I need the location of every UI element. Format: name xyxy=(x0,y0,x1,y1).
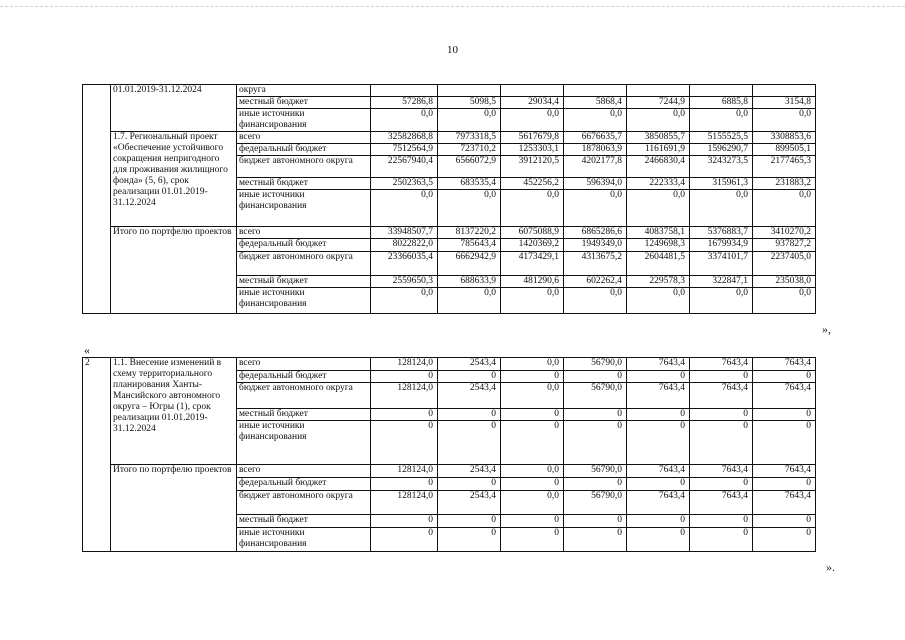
value-cell: 56790,0 xyxy=(564,465,627,478)
funding-source-cell: федеральный бюджет xyxy=(237,371,371,383)
value-cell: 7643,4 xyxy=(627,383,690,409)
value-cell: 0,0 xyxy=(690,190,753,227)
funding-source-cell: бюджет автономного округа xyxy=(237,491,371,515)
value-cell: 7973318,5 xyxy=(438,132,501,144)
value-cell: 3374101,7 xyxy=(690,252,753,276)
page-number: 10 xyxy=(447,44,458,56)
value-cell: 0 xyxy=(627,421,690,465)
closing-quote-2: ». xyxy=(826,560,835,574)
value-cell: 229578,3 xyxy=(627,276,690,288)
value-cell: 0,0 xyxy=(501,358,564,371)
value-cell: 0 xyxy=(371,371,438,383)
funding-source-cell: всего xyxy=(237,227,371,239)
funding-source-cell: местный бюджет xyxy=(237,515,371,528)
value-cell: 128124,0 xyxy=(371,465,438,478)
value-cell: 3850855,7 xyxy=(627,132,690,144)
value-cell: 0 xyxy=(690,515,753,528)
value-cell: 7643,4 xyxy=(753,491,816,515)
value-cell: 0,0 xyxy=(371,190,438,227)
value-cell: 5376883,7 xyxy=(690,227,753,239)
value-cell: 0 xyxy=(438,515,501,528)
value-cell: 0 xyxy=(371,528,438,552)
funding-source-cell: бюджет автономного округа xyxy=(237,383,371,409)
value-cell: 0 xyxy=(371,409,438,421)
value-cell: 0 xyxy=(501,371,564,383)
value-cell: 2543,4 xyxy=(438,383,501,409)
value-cell: 0,0 xyxy=(627,288,690,314)
value-cell: 0 xyxy=(371,421,438,465)
value-cell: 6885,8 xyxy=(690,97,753,109)
value-cell: 235038,0 xyxy=(753,276,816,288)
value-cell: 29034,4 xyxy=(501,97,564,109)
project-name-cell: 01.01.2019-31.12.2024 xyxy=(111,85,237,132)
value-cell: 7643,4 xyxy=(627,465,690,478)
value-cell: 7244,9 xyxy=(627,97,690,109)
value-cell: 0 xyxy=(753,421,816,465)
value-cell: 899505,1 xyxy=(753,144,816,156)
value-cell: 7643,4 xyxy=(690,358,753,371)
value-cell: 23366035,4 xyxy=(371,252,438,276)
value-cell: 33948507,7 xyxy=(371,227,438,239)
value-cell: 0,0 xyxy=(753,109,816,132)
value-cell: 0,0 xyxy=(627,190,690,227)
value-cell: 0 xyxy=(753,409,816,421)
value-cell xyxy=(627,85,690,97)
value-cell: 0 xyxy=(501,421,564,465)
value-cell: 1679934,9 xyxy=(690,239,753,252)
value-cell: 0,0 xyxy=(564,109,627,132)
value-cell: 0,0 xyxy=(501,491,564,515)
value-cell: 2543,4 xyxy=(438,358,501,371)
value-cell: 22567940,4 xyxy=(371,156,438,178)
value-cell: 0 xyxy=(627,409,690,421)
value-cell: 7643,4 xyxy=(690,465,753,478)
value-cell: 596394,0 xyxy=(564,178,627,190)
value-cell: 1253303,1 xyxy=(501,144,564,156)
value-cell xyxy=(690,85,753,97)
funding-source-cell: бюджет автономного округа xyxy=(237,156,371,178)
value-cell: 0 xyxy=(501,409,564,421)
value-cell: 128124,0 xyxy=(371,358,438,371)
value-cell: 0 xyxy=(627,528,690,552)
value-cell: 5098,5 xyxy=(438,97,501,109)
value-cell: 0 xyxy=(501,478,564,491)
value-cell: 1420369,2 xyxy=(501,239,564,252)
value-cell: 0 xyxy=(627,371,690,383)
value-cell: 2543,4 xyxy=(438,465,501,478)
funding-table-2 xyxy=(82,357,816,552)
funding-source-cell: иные источники финансирования xyxy=(237,190,371,227)
value-cell: 315961,3 xyxy=(690,178,753,190)
value-cell: 0 xyxy=(753,478,816,491)
value-cell: 128124,0 xyxy=(371,383,438,409)
value-cell: 0 xyxy=(371,515,438,528)
value-cell: 0,0 xyxy=(690,109,753,132)
value-cell: 322847,1 xyxy=(690,276,753,288)
project-name-cell: 1.1. Внесение изменений в схему территориального планирования Ханты-Мансийского автономного округа – Югры (1), срок реализации 01.01.2019-31.12.2024 xyxy=(111,358,237,465)
value-cell: 7643,4 xyxy=(627,358,690,371)
value-cell: 0,0 xyxy=(371,109,438,132)
value-cell: 0 xyxy=(371,478,438,491)
value-cell: 723710,2 xyxy=(438,144,501,156)
value-cell xyxy=(753,85,816,97)
value-cell: 0,0 xyxy=(564,190,627,227)
funding-source-cell: федеральный бюджет xyxy=(237,144,371,156)
value-cell: 3308853,6 xyxy=(753,132,816,144)
value-cell: 231883,2 xyxy=(753,178,816,190)
value-cell: 0 xyxy=(564,421,627,465)
value-cell: 1878063,9 xyxy=(564,144,627,156)
value-cell: 0 xyxy=(438,371,501,383)
value-cell: 2177465,3 xyxy=(753,156,816,178)
funding-table-1 xyxy=(82,84,816,314)
value-cell: 0 xyxy=(627,515,690,528)
value-cell: 937827,2 xyxy=(753,239,816,252)
value-cell: 128124,0 xyxy=(371,491,438,515)
value-cell: 0 xyxy=(564,371,627,383)
value-cell: 0 xyxy=(564,515,627,528)
value-cell: 2543,4 xyxy=(438,491,501,515)
value-cell: 0 xyxy=(438,421,501,465)
value-cell: 0 xyxy=(690,528,753,552)
value-cell: 7643,4 xyxy=(753,358,816,371)
value-cell: 8137220,2 xyxy=(438,227,501,239)
funding-source-cell: всего xyxy=(237,465,371,478)
value-cell: 0,0 xyxy=(501,383,564,409)
funding-source-cell: местный бюджет xyxy=(237,409,371,421)
table-row xyxy=(83,85,816,97)
table-row xyxy=(83,227,816,239)
value-cell: 0 xyxy=(627,478,690,491)
funding-source-cell: местный бюджет xyxy=(237,276,371,288)
value-cell: 452256,2 xyxy=(501,178,564,190)
value-cell: 1596290,7 xyxy=(690,144,753,156)
table-row xyxy=(83,358,816,371)
value-cell: 0 xyxy=(438,409,501,421)
value-cell: 0 xyxy=(753,528,816,552)
value-cell: 0 xyxy=(753,515,816,528)
value-cell: 3243273,5 xyxy=(690,156,753,178)
value-cell: 785643,4 xyxy=(438,239,501,252)
table-row xyxy=(83,132,816,144)
value-cell: 5617679,8 xyxy=(501,132,564,144)
value-cell: 0,0 xyxy=(501,465,564,478)
value-cell: 8022822,0 xyxy=(371,239,438,252)
value-cell: 0 xyxy=(438,478,501,491)
value-cell: 2559650,3 xyxy=(371,276,438,288)
value-cell: 7643,4 xyxy=(690,491,753,515)
value-cell: 3154,8 xyxy=(753,97,816,109)
value-cell: 56790,0 xyxy=(564,383,627,409)
value-cell: 2604481,5 xyxy=(627,252,690,276)
value-cell: 0,0 xyxy=(564,288,627,314)
value-cell: 1949349,0 xyxy=(564,239,627,252)
value-cell: 683535,4 xyxy=(438,178,501,190)
value-cell: 2502363,5 xyxy=(371,178,438,190)
value-cell: 602262,4 xyxy=(564,276,627,288)
value-cell: 7643,4 xyxy=(690,383,753,409)
closing-quote-1: », xyxy=(822,322,831,336)
value-cell: 4313675,2 xyxy=(564,252,627,276)
value-cell: 5155525,5 xyxy=(690,132,753,144)
value-cell: 3912120,5 xyxy=(501,156,564,178)
value-cell: 0,0 xyxy=(753,288,816,314)
value-cell: 0,0 xyxy=(690,288,753,314)
value-cell: 0 xyxy=(690,409,753,421)
funding-source-cell: иные источники финансирования xyxy=(237,528,371,552)
value-cell: 7643,4 xyxy=(753,383,816,409)
funding-source-cell: федеральный бюджет xyxy=(237,239,371,252)
value-cell xyxy=(371,85,438,97)
value-cell: 0,0 xyxy=(501,109,564,132)
funding-source-cell: иные источники финансирования xyxy=(237,288,371,314)
row-number-cell xyxy=(83,85,111,314)
value-cell: 6075088,9 xyxy=(501,227,564,239)
funding-source-cell: бюджет автономного округа xyxy=(237,252,371,276)
value-cell: 688633,9 xyxy=(438,276,501,288)
value-cell: 4202177,8 xyxy=(564,156,627,178)
value-cell: 2466830,4 xyxy=(627,156,690,178)
value-cell: 6662942,9 xyxy=(438,252,501,276)
value-cell: 0,0 xyxy=(438,288,501,314)
funding-source-cell: местный бюджет xyxy=(237,97,371,109)
value-cell: 0 xyxy=(564,478,627,491)
value-cell: 1249698,3 xyxy=(627,239,690,252)
value-cell: 481290,6 xyxy=(501,276,564,288)
value-cell: 7643,4 xyxy=(627,491,690,515)
value-cell: 6865286,6 xyxy=(564,227,627,239)
value-cell: 3410270,2 xyxy=(753,227,816,239)
project-name-cell: Итого по портфелю проектов xyxy=(111,227,237,314)
value-cell: 222333,4 xyxy=(627,178,690,190)
value-cell: 0 xyxy=(753,371,816,383)
scan-top-edge xyxy=(0,6,905,7)
funding-source-cell: всего xyxy=(237,358,371,371)
value-cell: 7643,4 xyxy=(753,465,816,478)
value-cell: 0 xyxy=(564,409,627,421)
value-cell: 0 xyxy=(501,515,564,528)
project-name-cell: 1.7. Региональный проект «Обеспечение устойчивого сокращения непригодного для проживания жилищного фонда» (5, 6), срок реализации 01.01.2019-31.12.2024 xyxy=(111,132,237,227)
value-cell: 0,0 xyxy=(501,288,564,314)
value-cell: 5868,4 xyxy=(564,97,627,109)
funding-source-cell: всего xyxy=(237,132,371,144)
value-cell: 0,0 xyxy=(753,190,816,227)
value-cell xyxy=(438,85,501,97)
funding-source-cell: федеральный бюджет xyxy=(237,478,371,491)
value-cell xyxy=(501,85,564,97)
project-name-cell: Итого по портфелю проектов xyxy=(111,465,237,552)
funding-source-cell: иные источники финансирования xyxy=(237,421,371,465)
value-cell: 0 xyxy=(690,371,753,383)
value-cell: 0 xyxy=(564,528,627,552)
value-cell: 6566072,9 xyxy=(438,156,501,178)
value-cell: 0,0 xyxy=(438,109,501,132)
value-cell: 2237405,0 xyxy=(753,252,816,276)
value-cell: 57286,8 xyxy=(371,97,438,109)
value-cell: 32582868,8 xyxy=(371,132,438,144)
row-number-cell: 2 xyxy=(83,358,111,552)
funding-source-cell: иные источники финансирования xyxy=(237,109,371,132)
funding-source-cell: местный бюджет xyxy=(237,178,371,190)
value-cell: 0 xyxy=(501,528,564,552)
value-cell: 0 xyxy=(690,421,753,465)
value-cell: 0,0 xyxy=(371,288,438,314)
funding-source-cell: округа xyxy=(237,85,371,97)
value-cell: 0,0 xyxy=(438,190,501,227)
value-cell: 56790,0 xyxy=(564,491,627,515)
value-cell: 4083758,1 xyxy=(627,227,690,239)
value-cell: 1161691,9 xyxy=(627,144,690,156)
value-cell: 56790,0 xyxy=(564,358,627,371)
value-cell: 4173429,1 xyxy=(501,252,564,276)
value-cell: 7512564,9 xyxy=(371,144,438,156)
value-cell: 0 xyxy=(690,478,753,491)
value-cell: 0,0 xyxy=(627,109,690,132)
value-cell: 6676635,7 xyxy=(564,132,627,144)
opening-quote: « xyxy=(84,343,90,357)
value-cell: 0 xyxy=(438,528,501,552)
value-cell xyxy=(564,85,627,97)
table-row xyxy=(83,465,816,478)
value-cell: 0,0 xyxy=(501,190,564,227)
